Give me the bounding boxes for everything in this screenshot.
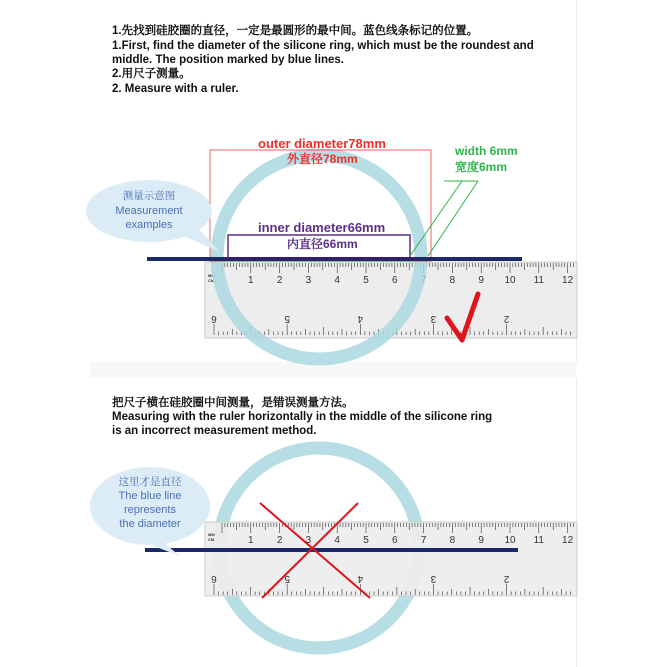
ruler-number: 4	[334, 535, 340, 546]
ruler-number: 7	[420, 275, 427, 286]
step1-en-line2: middle. The position marked by blue lines.	[112, 54, 344, 66]
inner-diameter-zh: 内直径66mm	[287, 237, 358, 251]
bubble2-en-line2: represents	[124, 504, 176, 516]
ruler-inch-number: 5	[284, 313, 290, 324]
ruler-number: 4	[334, 275, 340, 286]
ruler-inch-number: 2	[503, 313, 510, 324]
wrong-method-en-line1: Measuring with the ruler horizontally in the middle of the silicone ring	[112, 411, 493, 423]
bubble-en-line2: examples	[125, 219, 173, 231]
ruler-number: 2	[276, 275, 283, 286]
ruler-unit-mm-2: MM	[208, 532, 215, 537]
ruler-number: 6	[392, 535, 398, 546]
bubble2-en-line1: The blue line	[118, 490, 182, 502]
ruler-number: 5	[363, 535, 369, 546]
ruler-inch-number: 6	[211, 573, 217, 584]
ruler-number: 10	[504, 535, 516, 546]
ruler-unit-cm: CM	[208, 278, 215, 283]
width-zh: 宽度6mm	[455, 160, 508, 174]
ruler-number: 12	[562, 275, 574, 286]
outer-diameter-zh: 外直径78mm	[287, 152, 358, 166]
ruler-number: 11	[533, 275, 544, 286]
step2-en: 2. Measure with a ruler.	[112, 83, 239, 95]
ruler-inch-number: 4	[357, 573, 364, 584]
wrong-method-en-line2: is an incorrect measurement method.	[112, 425, 317, 437]
bubble-en-line1: Measurement	[115, 205, 183, 217]
ruler-number: 1	[248, 275, 254, 286]
ruler-number: 12	[562, 535, 574, 546]
ruler-number: 9	[478, 535, 484, 546]
wrong-method-zh: 把尺子横在硅胶圈中间测量，是错误测量方法。	[112, 397, 354, 409]
ruler-unit-cm-2: CM	[208, 537, 215, 542]
ruler-inch-number: 5	[284, 573, 290, 584]
ruler-number: 8	[449, 275, 456, 286]
inner-diameter-en: inner diameter66mm	[258, 220, 386, 235]
ruler-unit-mm: MM	[208, 273, 215, 278]
step1-zh: 1.先找到硅胶圈的直径，一定是最圆形的最中间。蓝色线条标记的位置。	[112, 25, 479, 37]
ruler-number: 3	[305, 275, 312, 286]
ruler-inch-number: 3	[430, 573, 437, 584]
ruler-number: 8	[449, 535, 456, 546]
ruler-number: 7	[420, 535, 427, 546]
ruler-number: 1	[248, 535, 254, 546]
bubble-zh: 测量示意图	[122, 190, 176, 202]
ruler-2	[205, 522, 577, 596]
ruler-inch-number: 4	[357, 313, 364, 324]
ruler-number: 3	[305, 535, 312, 546]
ruler-number: 11	[533, 535, 544, 546]
bubble2-en-line3: the diameter	[119, 518, 181, 530]
ruler-inch-number: 6	[211, 313, 217, 324]
bubble2-zh: 这里才是直径	[118, 476, 182, 488]
step1-en-line1: 1.First, find the diameter of the silicone ring, which must be the roundest and	[112, 40, 534, 52]
ruler-inch-number: 3	[430, 313, 437, 324]
ruler-number: 10	[504, 275, 516, 286]
ruler-number: 2	[276, 535, 283, 546]
ruler-inch-number: 2	[503, 573, 510, 584]
ruler-number: 6	[392, 275, 398, 286]
outer-diameter-en: outer diameter78mm	[258, 136, 386, 151]
width-en: width 6mm	[455, 144, 518, 158]
step2-zh: 2.用尺子测量。	[112, 68, 191, 80]
ruler-number: 9	[478, 275, 484, 286]
diameter-hint-bubble	[90, 467, 210, 556]
ruler-number: 5	[363, 275, 369, 286]
